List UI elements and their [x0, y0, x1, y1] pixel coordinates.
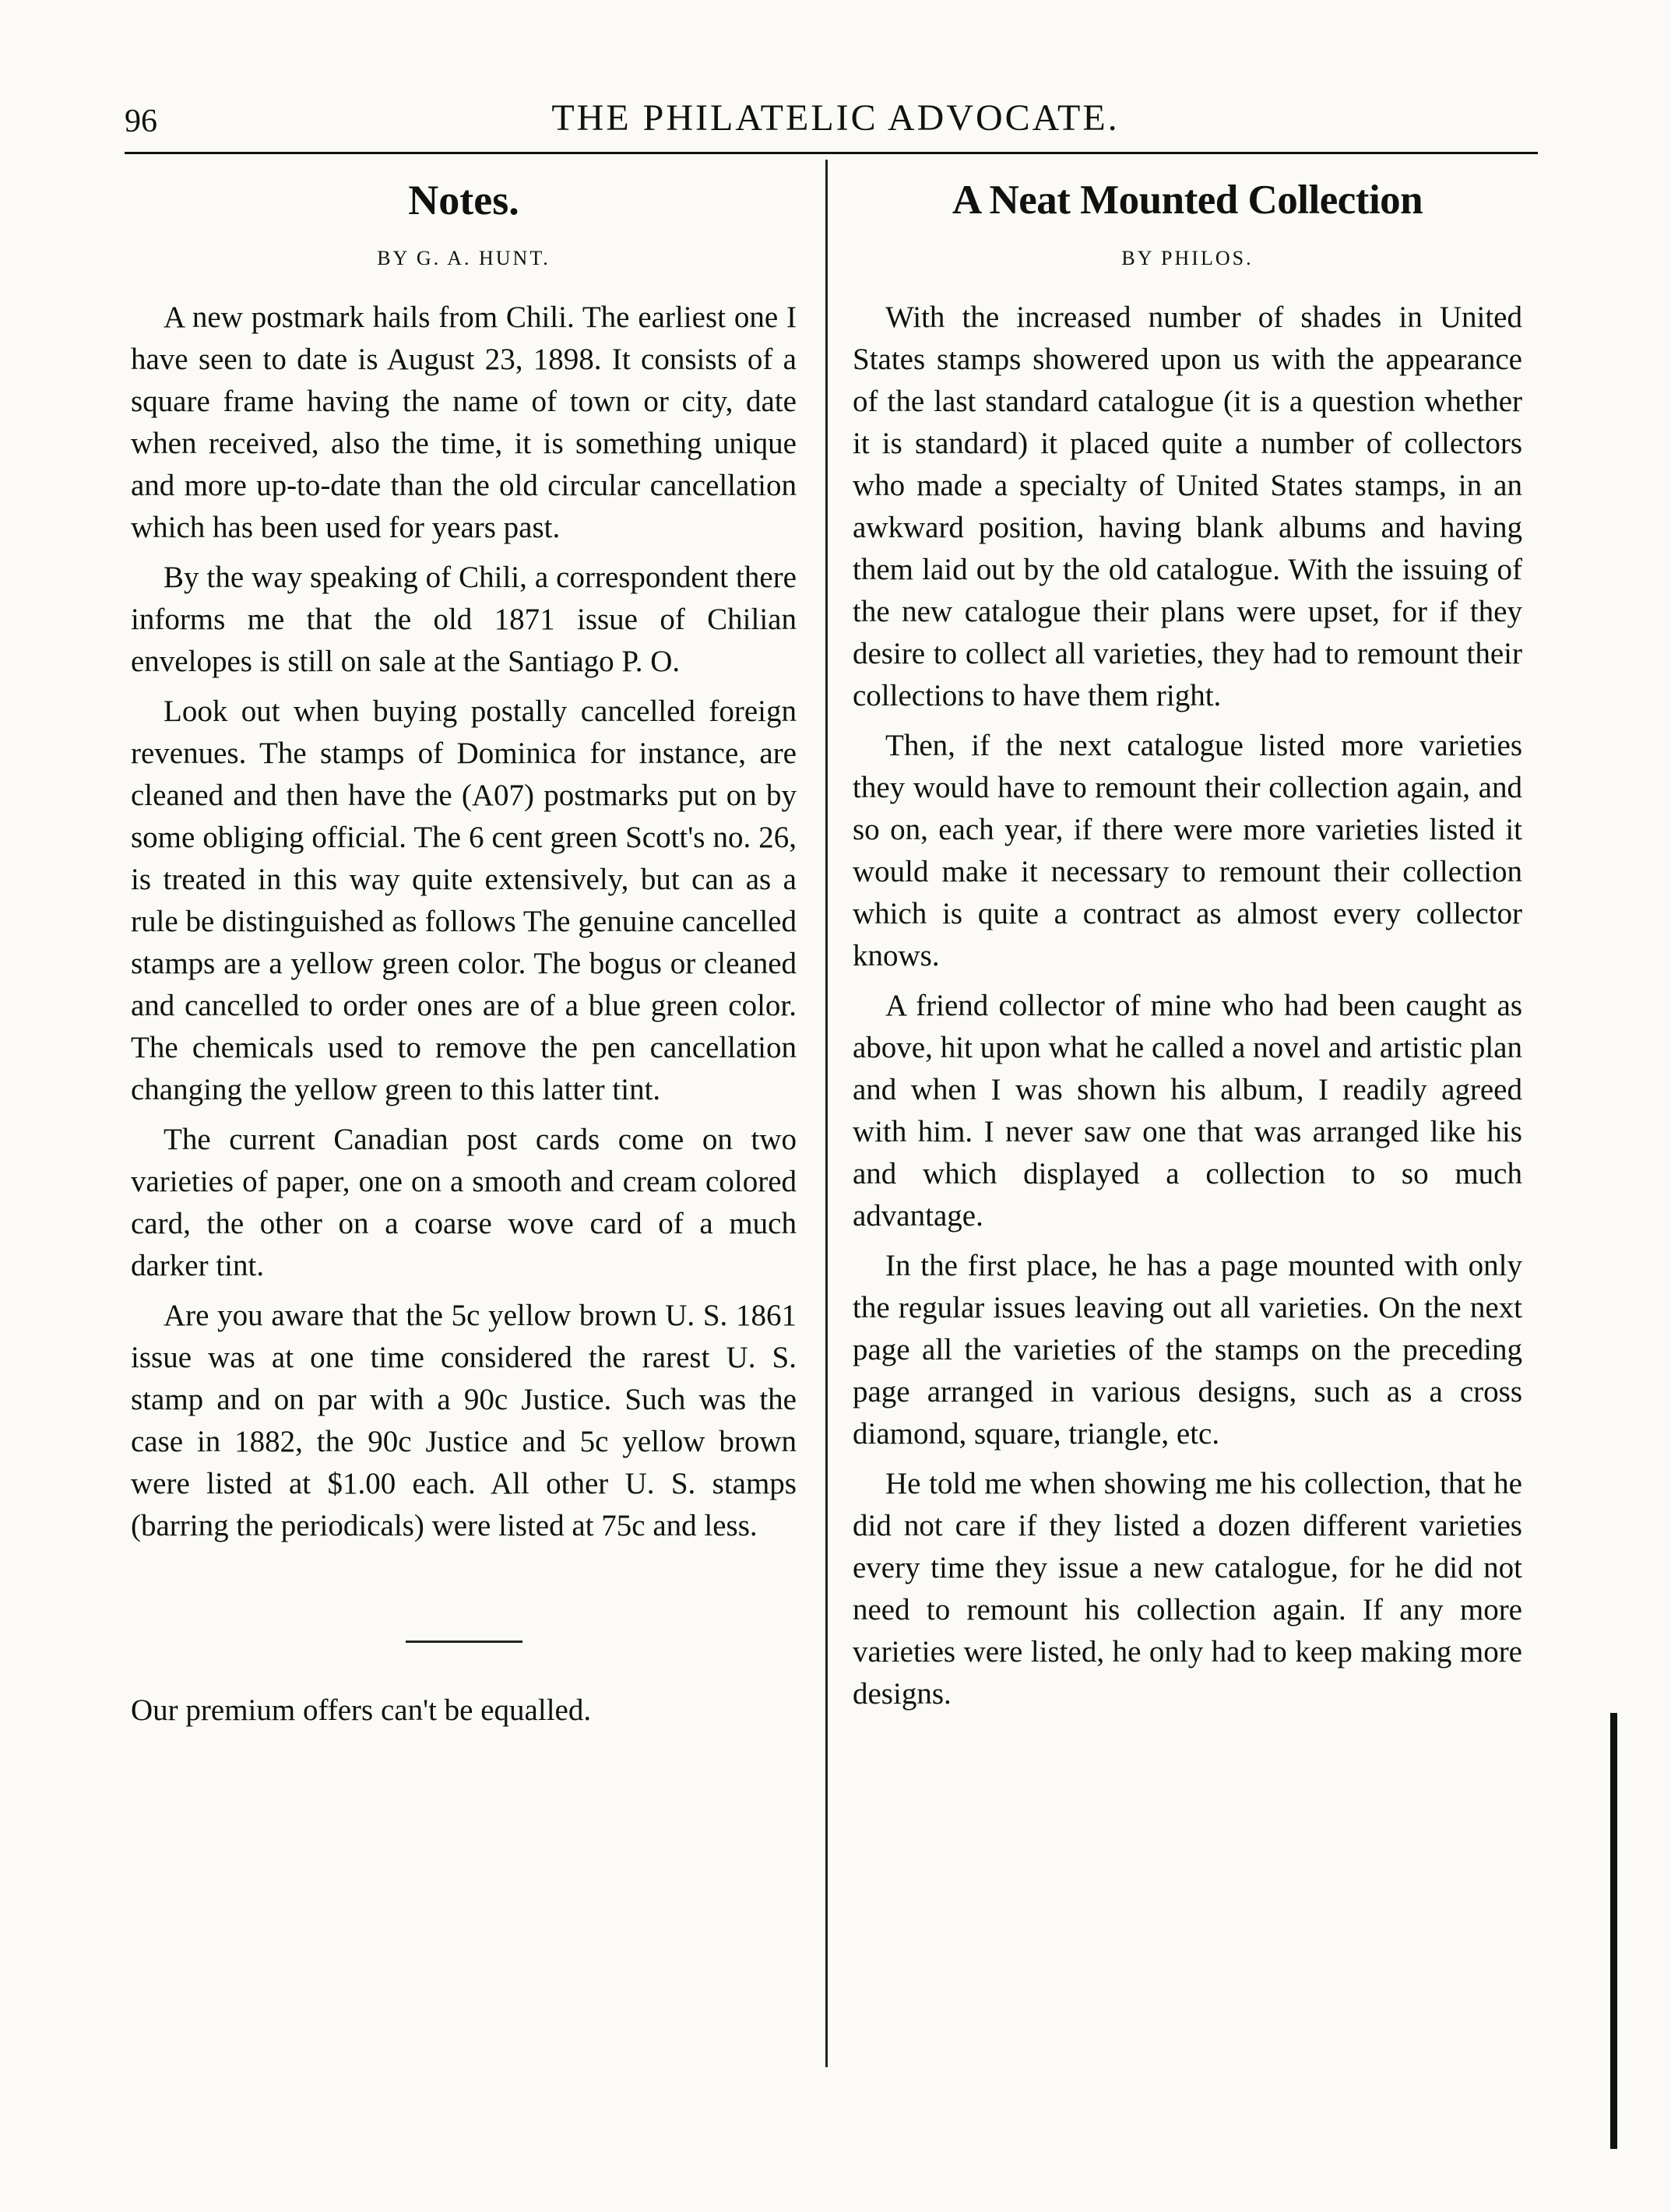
- notes-title: Notes.: [408, 177, 519, 223]
- page-number: 96: [125, 104, 157, 139]
- premium-notice: Our premium offers can't be equalled.: [131, 1693, 592, 1727]
- article-paragraph: In the first place, he has a page mounted with only the regular issues leaving out all varieties. On the next page all the varieties of the stamps on the preceding page arranged in various designs, such as a cross diamond, square, triangle, etc.: [853, 1249, 1522, 1451]
- running-head: THE PHILATELIC ADVOCATE.: [551, 97, 1120, 139]
- article-paragraph: Then, if the next catalogue listed more varieties they would have to remount their collection again, and so on, each year, if there were more varieties listed it would make it necessary to remount their collection which is quite a contract as almost every collector knows.: [853, 729, 1522, 972]
- notes-paragraph: Are you aware that the 5c yellow brown U. S. 1861 issue was at one time considered the rarest U. S. stamp and on par with a 90c Justice. Such was the case in 1882, the 90c Justice and 5c yellow brown were listed at $1.00 each. All other U. S. stamps (barring the periodicals) were listed at 75c and less.: [131, 1299, 797, 1542]
- article-byline: BY PHILOS.: [1121, 247, 1254, 269]
- notes-byline: BY G. A. HUNT.: [377, 247, 551, 269]
- article-paragraph: He told me when showing me his collection, that he did not care if they listed a dozen different varieties every time they issue a new catalogue, for he did not need to remount his collection again. If any more varieties were listed, he only had to keep making more designs.: [853, 1467, 1522, 1711]
- article-paragraph: With the increased number of shades in United States stamps showered upon us with the appearance of the last standard catalogue (it is a question whether it is standard) it placed quite a number of collectors who made a specialty of United States stamps, in an awkward position, having blank albums and having them laid out by the old catalogue. With the issuing of the new catalogue their plans were upset, for if they desire to collect all varieties, they had to remount their collections to have them right.: [853, 301, 1522, 712]
- section-rule: [406, 1641, 522, 1643]
- notes-column: [131, 175, 797, 1739]
- page-edge-mark: [1610, 1713, 1617, 2149]
- article-paragraph: A friend collector of mine who had been caught as above, hit upon what he called a novel and artistic plan and when I was shown his album, I readily agreed with him. I never saw one that was arranged like his and which displayed a collection to so much advantage.: [853, 989, 1522, 1233]
- article-column: [853, 175, 1522, 1723]
- notes-paragraph: By the way speaking of Chili, a correspondent there informs me that the old 1871 issue of Chilian envelopes is still on sale at the Santiago P. O.: [131, 561, 797, 678]
- notes-paragraph: The current Canadian post cards come on two varieties of paper, one on a smooth and cream colored card, the other on a coarse wove card of a much darker tint.: [131, 1123, 797, 1282]
- header-rule: [125, 152, 1538, 154]
- notes-paragraph: A new postmark hails from Chili. The earliest one I have seen to date is August 23, 1898. It consists of a square frame having the name of town or city, date when received, also the time, it is something unique and more up-to-date than the old circular cancellation which has been used for years past.: [131, 301, 797, 544]
- column-divider: [825, 160, 828, 2067]
- article-title: A Neat Mounted Collection: [952, 178, 1423, 223]
- notes-paragraph: Look out when buying postally cancelled foreign revenues. The stamps of Dominica for instance, are cleaned and then have the (A07) postmarks put on by some obliging official. The 6 cent green Scott's no. 26, is treated in this way quite extensively, but can as a rule be distinguished as follows The genuine cancelled stamps are a yellow green color. The bogus or cleaned and cancelled to order ones are of a blue green color. The chemicals used to remove the pen cancellation changing the yellow green to this latter tint.: [131, 695, 797, 1106]
